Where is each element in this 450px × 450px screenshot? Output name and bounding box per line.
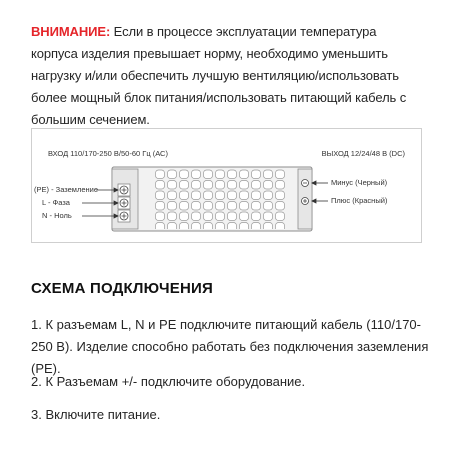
step-3: 3. Включите питание. (31, 407, 161, 422)
plus-terminal-label: Плюс (Красный) (331, 196, 388, 205)
step-2: 2. К Разъемам +/- подключите оборудование. (31, 374, 306, 389)
l-terminal-label: L - Фаза (42, 198, 70, 207)
warning-label: ВНИМАНИЕ: (31, 24, 111, 39)
pe-terminal-label: (PE) - Заземление (34, 185, 99, 194)
input-screws (118, 184, 130, 222)
step-1: 1. К разъемам L, N и PE подключите питающий кабель (110/170-250 В). Изделие способно работать без подключения заземления (PE). (31, 317, 429, 376)
minus-terminal-label: Минус (Черный) (331, 178, 388, 187)
vent-grid (154, 169, 286, 229)
section-title: СХЕМА ПОДКЛЮЧЕНИЯ (31, 280, 213, 297)
input-spec-label: ВХОД 110/170-250 В/50-60 Гц (АС) (48, 149, 168, 158)
warning-text: Если в процессе эксплуатации температура корпуса изделия превышает норму, необходимо уменьшить нагрузку и/или обеспечить лучшую вентиляцию/использовать более мощный блок питания/использовать питающий кабель с большим сечением. (31, 24, 407, 127)
warning-paragraph (31, 21, 426, 131)
output-spec-label: ВЫХОД 12/24/48 В (DС) (321, 149, 405, 158)
wiring-diagram (31, 128, 422, 243)
n-terminal-label: N - Ноль (42, 211, 72, 220)
